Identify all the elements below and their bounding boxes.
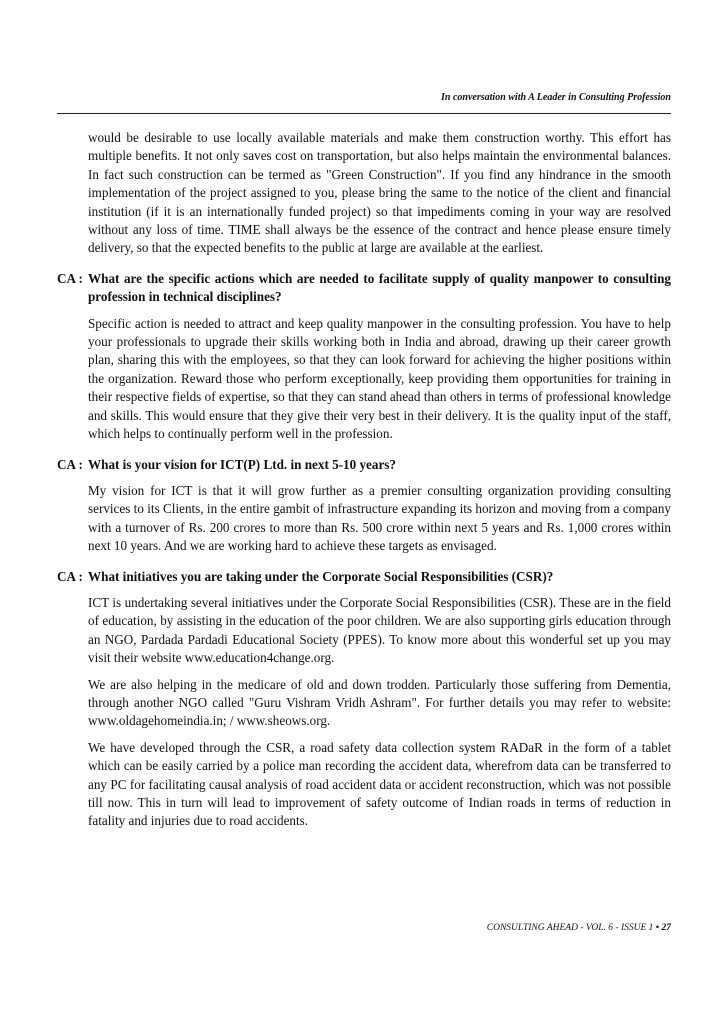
qa-section-manpower bbox=[57, 270, 671, 444]
question-label: CA : bbox=[57, 568, 83, 584]
page-number: 27 bbox=[661, 923, 671, 933]
running-header: In conversation with A Leader in Consulting Profession bbox=[441, 92, 671, 103]
question bbox=[57, 568, 671, 586]
answer-paragraph: My vision for ICT is that it will grow further as a premier consulting organization providing consulting services to its Clients, in the entire gambit of infrastructure expanding its horizon and moving from a company with a turnover of Rs. 200 crores to more than Rs. 500 crore within next 5 years and Rs. 1,000 crores within next 10 years. And we are working hard to achieve these targets as envisaged. bbox=[88, 482, 671, 554]
question-text: What are the specific actions which are needed to facilitate supply of quality manpower to consulting profession in technical disciplines? bbox=[88, 270, 671, 305]
intro-paragraph: would be desirable to use locally available materials and make them construction worthy. This effort has multiple benefits. It not only saves cost on transportation, but also helps maintain the environmental balances. In fact such construction can be termed as "Green Construction". If you find any hindrance in the smooth implementation of the project assigned to you, please bring the same to the notice of the client and financial institution (if it is an internationally funded project) so that impediments coming in your way are resolved without any loss of time. TIME shall always be the essence of the contract and hence please ensure timely delivery, so that the expected benefits to the public at large are available at the earliest. bbox=[88, 130, 671, 256]
question bbox=[57, 270, 671, 307]
question bbox=[57, 456, 671, 474]
question-text: What initiatives you are taking under the Corporate Social Responsibilities (CSR)? bbox=[88, 568, 554, 584]
qa-section-vision bbox=[57, 456, 671, 556]
article-body bbox=[57, 129, 671, 839]
page-footer bbox=[487, 923, 671, 933]
answer-paragraph: ICT is undertaking several initiatives under the Corporate Social Responsibilities (CSR). These are in the field of education, by assisting in the education of the poor children. We are also supporting girls education through an NGO, Pardada Pardadi Educational Society (PPES). To know more about this wonderful set up you may visit their website www.education4change.org. bbox=[88, 594, 671, 666]
answer-paragraph: We have developed through the CSR, a road safety data collection system RADaR in the form of a tablet which can be easily carried by a police man recording the accident data, wherefrom data can be transferred to any PC for facilitating causal analysis of road accident data or accident reconstruction, which was not possible till now. This in turn will lead to improvement of safety outcome of Indian roads in terms of reduction in fatality and injuries due to road accidents. bbox=[88, 739, 671, 829]
question-label: CA : bbox=[57, 456, 83, 472]
qa-section-csr bbox=[57, 568, 671, 831]
question-label: CA : bbox=[57, 270, 83, 286]
footer-bullet: • bbox=[655, 923, 660, 933]
question-text: What is your vision for ICT(P) Ltd. in next 5-10 years? bbox=[88, 456, 396, 472]
header-rule bbox=[57, 113, 671, 114]
answer-paragraph: Specific action is needed to attract and keep quality manpower in the consulting profession. You have to help your professionals to upgrade their skills working both in India and abroad, drawing up their career growth plan, sharing this with the employees, so that they can look forward for achieving the higher positions within the organization. Reward those who perform exceptionally, keep providing them opportunities for training in their respective fields of expertise, so that they can stand ahead than others in terms of professional knowledge and skills. This would ensure that they give their very best in their delivery. It is the quality input of the staff, which helps to continually perform well in the profession. bbox=[88, 315, 671, 442]
answer-paragraph: We are also helping in the medicare of old and down trodden. Particularly those suffering from Dementia, through another NGO called "Guru Vishram Vridh Ashram". For further details you may refer to website: www.oldagehomeindia.in; / www.sheows.org. bbox=[88, 676, 671, 729]
publication-info: CONSULTING AHEAD - VOL. 6 - ISSUE 1 bbox=[486, 923, 654, 933]
